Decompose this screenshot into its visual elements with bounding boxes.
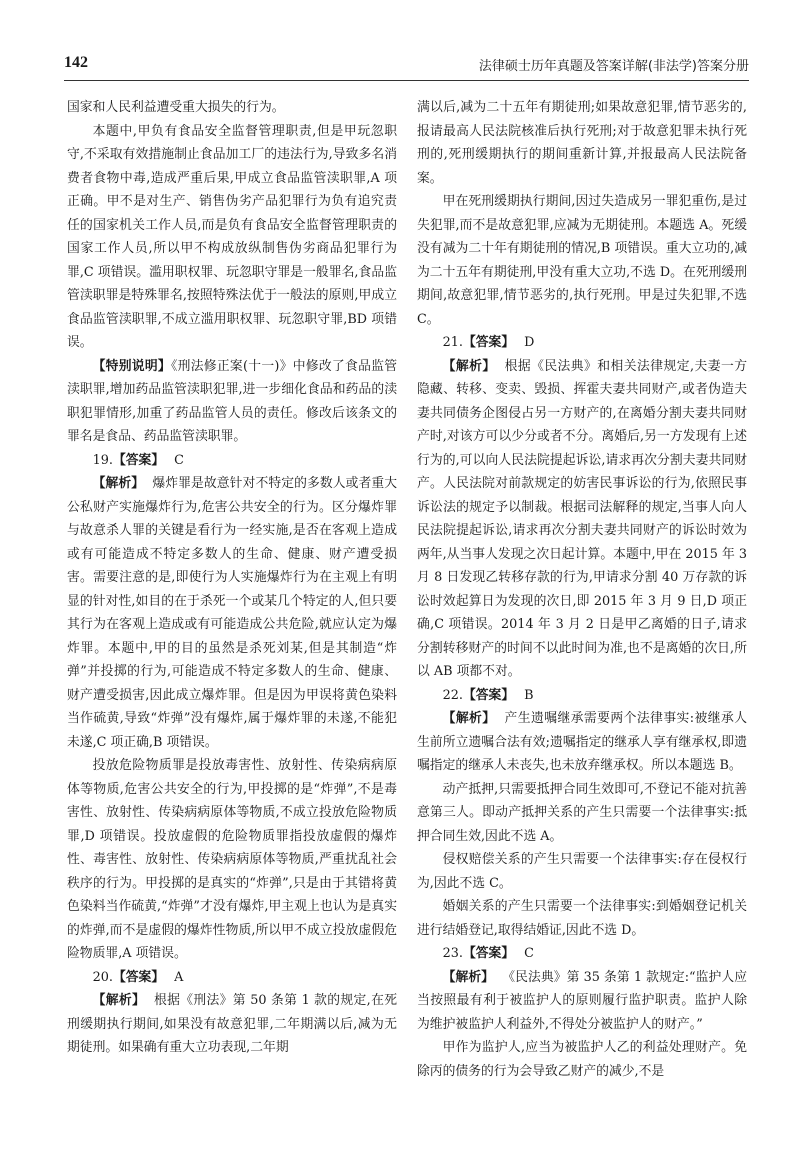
page-header	[64, 54, 749, 81]
paragraph: 甲作为监护人,应当为被监护人乙的利益处理财产。免除丙的债务的行为会导致乙财产的减少,不是	[417, 1040, 747, 1079]
paragraph: 婚姻关系的产生只需要一个法律事实:到婚姻登记机关进行结婚登记,取得结婚证,因此不选 D。	[417, 899, 747, 938]
answer-letter: D	[524, 335, 535, 350]
paragraph: 甲在死刑缓期执行期间,因过失造成另一罪犯重伤,是过失犯罪,而不是故意犯罪,应减为无期徒刑。本题选 A。死缓没有减为二十年有期徒刑的情况,B 项错误。重大立功的,减为二十五年有期徒刑,甲没有重大立功,不选 D。在死刑缓刑期间,故意犯罪,情节恶劣的,执行死刑。甲是过失犯罪,不选 C。	[417, 194, 747, 327]
answer-line-20	[67, 966, 397, 990]
answer-tag: 【答案】	[462, 946, 515, 961]
analysis-tag: 【解析】	[92, 993, 146, 1008]
analysis-23	[417, 966, 747, 1037]
running-title: 法律硕士历年真题及答案详解(非法学)答案分册	[478, 59, 749, 74]
analysis-text: 《民法典》第 35 条第 1 款规定:“监护人应当按照最有利于被监护人的原则履行监护职责。监护人除为维护被监护人利益外,不得处分被监护人的财产。”	[417, 969, 747, 1032]
answer-line-22	[417, 684, 747, 708]
analysis-tag: 【解析】	[92, 476, 145, 491]
answer-letter: C	[524, 946, 534, 961]
page-number: 142	[64, 54, 88, 71]
analysis-21	[417, 355, 747, 684]
answer-letter: C	[174, 452, 184, 468]
question-number: 21.	[442, 335, 463, 350]
special-note	[67, 355, 397, 449]
analysis-text: 根据《刑法》第 50 条第 1 款的规定,在死刑缓期执行期间,如果没有故意犯罪,二年期满以后,减为无期徒刑。如果确有重大立功表现,二年期	[67, 993, 398, 1055]
answer-line-23	[417, 942, 747, 966]
analysis-tag: 【解析】	[442, 358, 496, 374]
paragraph: 侵权赔偿关系的产生只需要一个法律事实:存在侵权行为,因此不选 C。	[417, 852, 747, 891]
analysis-text: 产生遗嘱继承需要两个法律事实:被继承人生前所立遗嘱合法有效;遗嘱指定的继承人享有继承权,即遗嘱指定的继承人未丧失,也未放弃继承权。所以本题选 B。	[417, 711, 748, 773]
question-number: 20.	[92, 969, 113, 985]
paragraph: 动产抵押,只需要抵押合同生效即可,不登记不能对抗善意第三人。即动产抵押关系的产生只需要一个法律事实:抵押合同生效,因此不选 A。	[417, 781, 747, 844]
answer-letter: B	[524, 687, 534, 703]
answer-line-19	[67, 449, 397, 473]
paragraph: 满以后,减为二十五年有期徒刑;如果故意犯罪,情节恶劣的,报请最高人民法院核准后执行死刑;对于故意犯罪未执行死刑的,死刑缓期执行的期间重新计算,并报最高人民法院备案。	[417, 100, 747, 186]
special-note-tag: 【特别说明】	[92, 358, 171, 374]
answer-tag: 【答案】	[112, 452, 165, 468]
analysis-tag: 【解析】	[442, 969, 495, 985]
left-column	[67, 96, 397, 1060]
paragraph: 投放危险物质罪是投放毒害性、放射性、传染病病原体等物质,危害公共安全的行为,甲投掷的是“炸弹”,不是毒害性、放射性、传染病病原体等物质,不成立投放危险物质罪,D 项错误。投放虚假的危险物质罪指投放虚假的爆炸性、毒害性、放射性、传染病病原体等物质,严重扰乱社会秩序的行为。甲投掷的是真实的“炸弹”,只是由于其错将黄色染料当作硫黄,“炸弹”才没有爆炸,甲主观上也认为是真实的炸弹,而不是虚假的爆炸性物质,所以甲不成立投放虚假危险物质罪,A 项错误。	[67, 758, 397, 961]
paragraph: 国家和人民利益遭受重大损失的行为。	[67, 100, 285, 115]
analysis-text: 爆炸罪是故意针对不特定的多数人或者重大公私财产实施爆炸行为,危害公共安全的行为。区分爆炸罪与故意杀人罪的关键是看行为一经实施,是否在客观上造成或有可能造成不特定多数人的生命、健康、财产遭受损害。需要注意的是,即使行为人实施爆炸行为在主观上有明显的针对性,如目的在于杀死一个或某几个特定的人,但只要其行为在客观上造成或有可能造成公共危险,就应认定为爆炸罪。本题中,甲的目的虽然是杀死刘某,但是其制造“炸弹”并投掷的行为,可能造成不特定多数人的生命、健康、财产遭受损害,因此成立爆炸罪。但是因为甲误将黄色染料当作硫黄,导致“炸弹”没有爆炸,属于爆炸罪的未遂,不能犯未遂,C 项正确,B 项错误。	[67, 476, 398, 750]
question-number: 22.	[442, 687, 463, 703]
question-number: 23.	[442, 946, 463, 961]
answer-tag: 【答案】	[462, 335, 515, 350]
answer-tag: 【答案】	[462, 687, 515, 703]
analysis-19	[67, 472, 397, 754]
analysis-20	[67, 989, 397, 1060]
answer-letter: A	[174, 969, 184, 985]
question-number: 19.	[92, 452, 113, 468]
analysis-text: 根据《民法典》和相关法律规定,夫妻一方隐藏、转移、变卖、毁损、挥霍夫妻共同财产,或者伪造夫妻共同债务企图侵占另一方财产的,在离婚分割夫妻共同财产时,对该方可以少分或者不分。离婚后,另一方发现有上述行为的,可以向人民法院提起诉讼,请求再次分割夫妻共同财产。人民法院对前款规定的妨害民事诉讼的行为,依照民事诉讼法的规定予以制裁。根据司法解释的规定,当事人向人民法院提起诉讼,请求再次分割夫妻共同财产的诉讼时效为两年,从当事人发现之次日起计算。本题中,甲在 2015 年 3 月 8 日发现乙转移存款的行为,甲请求分割 40 万存款的诉讼时效起算日为发现的次日,即 2015 年 3 月 9 日,D 项正确,C 项错误。2014 年 3 月 2 日是甲乙离婚的日子,请求分割转移财产的时间不以此时间为准,也不是离婚的次日,所以 AB 项都不对。	[417, 358, 747, 679]
analysis-tag: 【解析】	[442, 711, 496, 726]
paragraph: 本题中,甲负有食品安全监督管理职责,但是甲玩忽职守,不采取有效措施制止食品加工厂的违法行为,导致多名消费者食物中毒,造成严重后果,甲成立食品监管渎职罪,A 项正确。甲不是对生产、销售伪劣产品犯罪行为负有追究责任的国家机关工作人员,而是负有食品安全监督管理职责的国家工作人员,所以甲不构成放纵制售伪劣商品犯罪行为罪,C 项错误。滥用职权罪、玩忽职守罪是一般罪名,食品监管渎职罪是特殊罪名,按照特殊法优于一般法的原则,甲成立食品监管渎职罪,不成立滥用职权罪、玩忽职守罪,BD 项错误。	[67, 123, 397, 350]
answer-tag: 【答案】	[112, 969, 165, 985]
analysis-22	[417, 707, 747, 778]
right-column	[417, 96, 747, 1083]
answer-line-21	[417, 331, 747, 355]
special-note-text: 《刑法修正案(十一)》中修改了食品监管渎职罪,增加药品监管渎职犯罪,进一步细化食品和药品的渎职犯罪情形,加重了药品监管人员的责任。修改后该条文的罪名是食品、药品监管渎职罪。	[67, 358, 397, 444]
